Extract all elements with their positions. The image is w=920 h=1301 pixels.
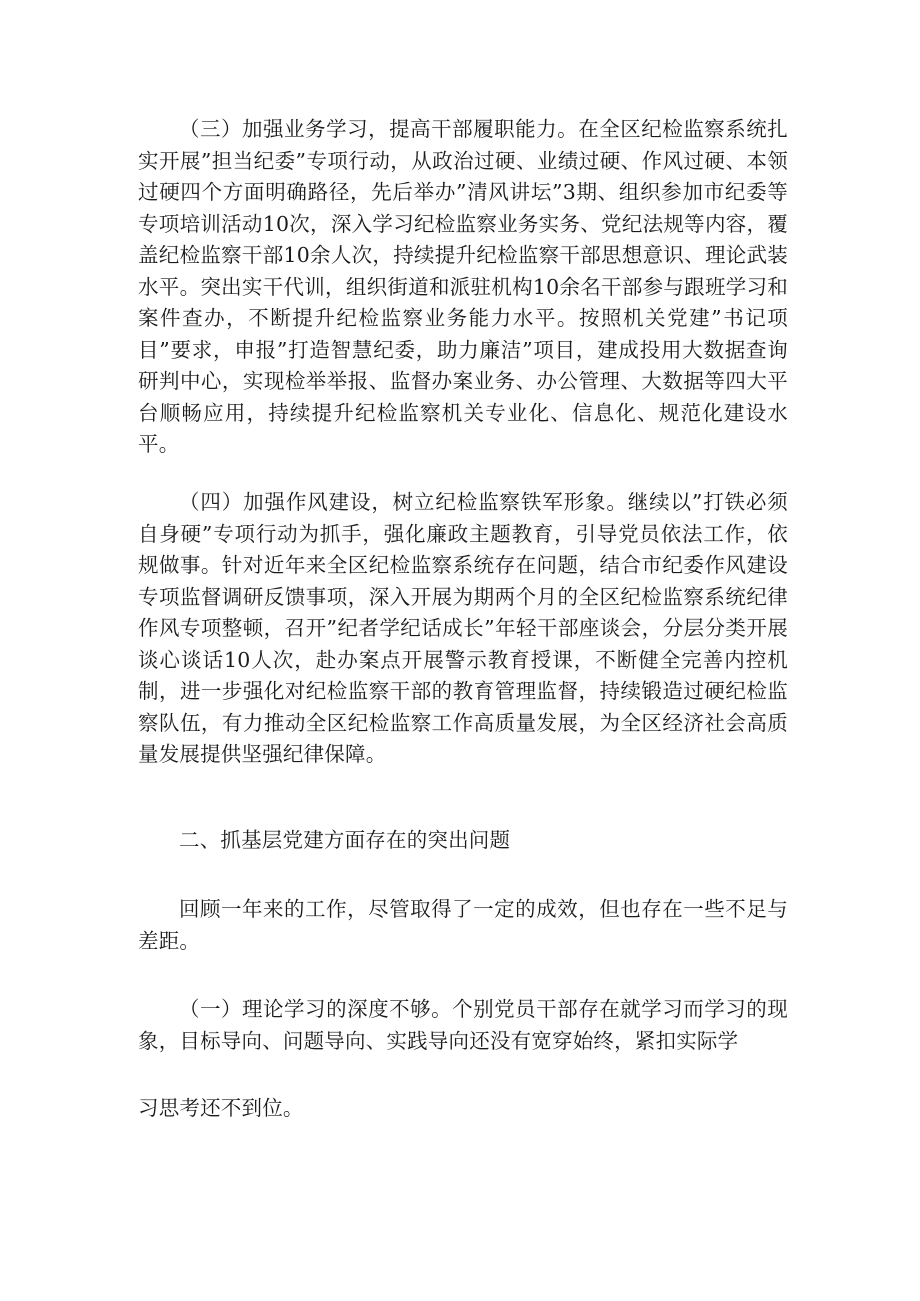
paragraph-section-3: （三）加强业务学习，提高干部履职能力。在全区纪检监察系统扎实开展”担当纪委”专项行动，从政治过硬、业绩过硬、作风过硬、本领过硬四个方面明确路径，先后举办”清风讲坛”3期、组织参加市纪委等专项培训活动10次，深入学习纪检监察业务实务、党纪法规等内容，覆盖纪检监察干部10余人次，持续提升纪检监察干部思想意识、理论武装水平。突出实干代训，组织街道和派驻机构10余名干部参与跟班学习和案件查办，不断提升纪检监察业务能力水平。按照机关党建”书记项目”要求，申报”打造智慧纪委，助力廉洁”项目，建成投用大数据查询研判中心，实现检举举报、监督办案业务、办公管理、大数据等四大平台顺畅应用，持续提升纪检监察机关专业化、信息化、规范化建设水平。 xyxy=(138,117,788,456)
paragraph-section-4: （四）加强作风建设，树立纪检监察铁军形象。继续以”打铁必须自身硬”专项行动为抓手，强化廉政主题教育，引导党员依法工作，依规做事。针对近年来全区纪检监察系统存在问题，结合市纪委作风建设专项监督调研反馈事项，深入开展为期两个月的全区纪检监察系统纪律作风专项整顿，召开”纪者学纪话成长”年轻干部座谈会，分层分类开展谈心谈话10人次，赴办案点开展警示教育授课，不断健全完善内控机制，进一步强化对纪检监察干部的教育管理监督，持续锻造过硬纪检监察队伍，有力推动全区纪检监察工作高质量发展，为全区经济社会高质量发展提供坚强纪律保障。 xyxy=(138,490,788,766)
paragraph-problem-1-continued: 习思考还不到位。 xyxy=(138,1096,304,1120)
paragraph-problem-1: （一）理论学习的深度不够。个别党员干部存在就学习而学习的现象，目标导向、问题导向、实践导向还没有宽穿始终，紧扣实际学 xyxy=(138,997,788,1053)
paragraph-intro: 回顾一年来的工作，尽管取得了一定的成效，但也存在一些不足与差距。 xyxy=(138,897,788,953)
section-heading: 二、抓基层党建方面存在的突出问题 xyxy=(179,828,511,852)
